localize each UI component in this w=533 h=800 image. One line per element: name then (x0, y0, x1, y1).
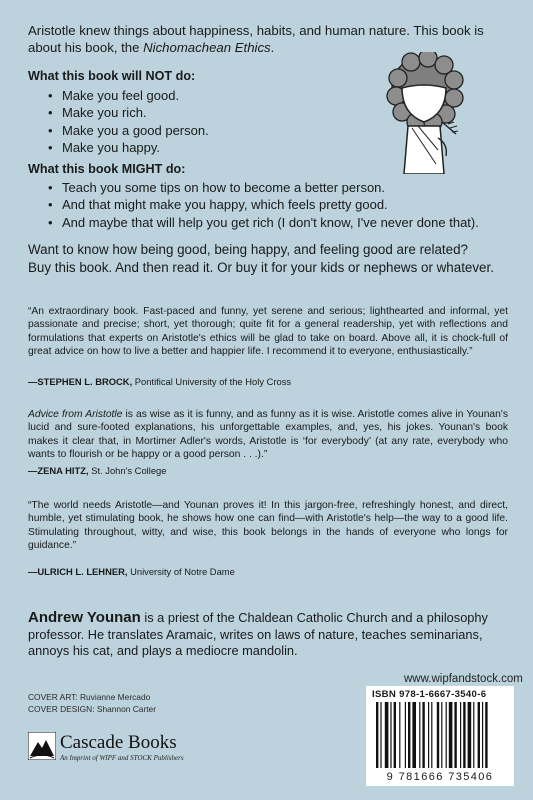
cover-credits: COVER ART: Ruvianne Mercado COVER DESIGN: Shannon Carter (28, 692, 157, 714)
barcode-digits: 9 781666 735406 (386, 771, 494, 783)
endorsement-3: “The world needs Aristotle—and Younan proves it! In this jargon-free, refreshingly honest, and direct, humble, yet stimulating book, he shows how one can find—with Aristotle's help—the way to a good life. Stimulating throughout, witty, and wise, this book belongs in the hands of everyone who longs for guidance.” (28, 500, 508, 552)
author-name: Andrew Younan (28, 609, 141, 626)
will-not-heading: What this book will NOT do: (28, 69, 196, 83)
list-item: • Make you feel good. (48, 87, 209, 104)
list-item: • And maybe that will help you get rich (I don't know, I've never done that). (48, 214, 479, 231)
publisher-name: Cascade Books (60, 732, 177, 753)
aristotle-illustration (378, 52, 470, 174)
mountain-logo-icon (28, 732, 56, 760)
book-title: Nichomachean Ethics (143, 40, 271, 55)
endorsement-3-attribution: —ULRICH L. LEHNER, University of Notre Dame (28, 566, 235, 577)
endorsement-1: “An extraordinary book. Fast-paced and funny, yet serene and serious; lighthearted and informal, yet passionate and precise; short, yet thorough; quite fit for a general readership, yet with reflections and formulations that experts on Aristotle's ethics will be glad to take on board. Above all, it is chock-full of great advice on how to live a better and happier life. I recommend it to everyone, enthusiastically.” (28, 306, 508, 358)
might-heading: What this book MIGHT do: (28, 162, 186, 176)
might-list (48, 179, 479, 231)
endorsement-2: Advice from Aristotle is as wise as it is funny, and as funny as it is wise. Aristotle comes alive in Younan's lucid and sure-footed explanations, his unforgettable examples, and, yes, his jokes. Younan's book makes it clear that, in Mortimer Adler's words, Aristotle is ‘for everybody’ (at any rate, everybody who wants to flourish or be happy or a good person . . .).” (28, 409, 508, 461)
pitch-paragraph: Want to know how being good, being happy, and feeling good are related? Buy this book. And then read it. Or buy it for your kids or nephews or whatever. (28, 242, 494, 275)
isbn-number: ISBN 978-1-6667-3540-6 (372, 689, 487, 700)
publisher-website: www.wipfandstock.com (404, 673, 523, 685)
endorsement-2-attribution: —ZENA HITZ, St. John's College (28, 465, 167, 476)
publisher-logo (28, 732, 184, 765)
endorsement-1-attribution: —STEPHEN L. BROCK, Pontifical University of the Holy Cross (28, 376, 292, 387)
list-item: • Make you happy. (48, 139, 209, 156)
list-item: • Make you a good person. (48, 122, 209, 139)
author-bio: Andrew Younan is a priest of the Chaldean Catholic Church and a philosophy professor. He translates Aramaic, writes on laws of nature, teaches seminarians, annoys his cat, and plays a mediocre mandolin. (28, 609, 488, 658)
publisher-imprint: An Imprint of WIPF and STOCK Publishers (60, 754, 184, 762)
intro-paragraph: Aristotle knew things about happiness, habits, and human nature. This book is about his book, the Nichomachean Ethics. (28, 23, 484, 55)
list-item: • And that might make you happy, which feels pretty good. (48, 196, 479, 213)
will-not-list (48, 87, 209, 157)
list-item: • Teach you some tips on how to become a better person. (48, 179, 479, 196)
list-item: • Make you rich. (48, 104, 209, 121)
isbn-barcode (366, 686, 514, 786)
